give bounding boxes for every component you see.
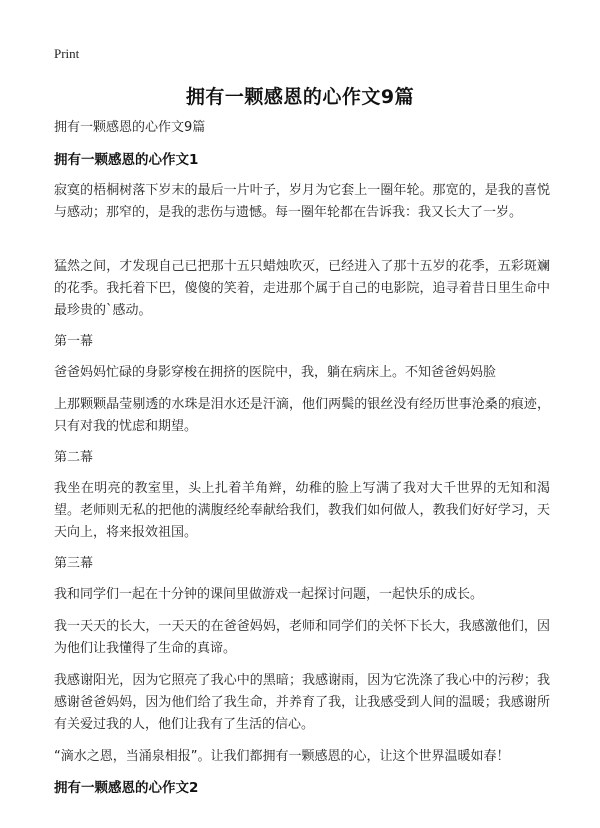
paragraph: 我和同学们一起在十分钟的课间里做游戏一起探讨问题，一起快乐的成长。 [54, 587, 484, 602]
paragraph: 我一天天的长大，一天天的在爸爸妈妈，老师和同学们的关怀下长大，我感激他们，因为他们让我懂得了生命的真谛。 [54, 619, 550, 656]
paragraph: 我坐在明亮的教室里，头上扎着羊角辫，幼稚的脸上写满了我对大千世界的无知和渴望。老师则无私的把他的满腹经纶奉献给我们，教我们如何做人，教我们好好学习，天天向上，将来报效祖国。 [54, 481, 550, 540]
section-label-3: 第三幕 [54, 556, 94, 571]
essay-heading-2: 拥有一颗感恩的心作文2 [54, 780, 199, 796]
document-subtitle: 拥有一颗感恩的心作文9篇 [54, 120, 206, 135]
paragraph: 上那颗颗晶莹剔透的水珠是泪水还是汗滴，他们两鬓的银丝没有经历世事沧桑的痕迹，只有对我的忧虑和期望。 [54, 397, 550, 434]
paragraph: 猛然之间，才发现自己已把那十五只蜡烛吹灭，已经进入了那十五岁的花季，五彩斑斓的花季。我托着下巴，傻傻的笑着，走进那个属于自己的电影院，追寻着昔日里生命中最珍贵的`感动。 [54, 259, 550, 318]
document-body [54, 118, 550, 808]
paragraph: 我感谢阳光，因为它照亮了我心中的黑暗；我感谢雨，因为它洗涤了我心中的污秽；我感谢爸爸妈妈，因为他们给了我生命，并养育了我，让我感受到人间的温暖；我感谢所有关爱过我的人，他们让我有了生活的信心。 [54, 673, 550, 732]
section-label-1: 第一幕 [54, 334, 94, 349]
paragraph: 爸爸妈妈忙碌的身影穿梭在拥挤的医院中，我，躺在病床上。不知爸爸妈妈脸 [54, 365, 497, 380]
paragraph: “滴水之恩，当涌泉相报”。让我们都拥有一颗感恩的心，让这个世界温暖如春！ [54, 749, 510, 764]
essay-heading-1: 拥有一颗感恩的心作文1 [54, 152, 199, 168]
section-label-2: 第二幕 [54, 450, 94, 465]
document-title: 拥有一颗感恩的心作文9篇 [185, 86, 415, 108]
print-label: Print [54, 46, 80, 61]
paragraph: 寂寞的梧桐树落下岁末的最后一片叶子，岁月为它套上一圈年轮。那宽的，是我的喜悦与感动；那窄的，是我的悲伤与遗憾。每一圈年轮都在告诉我：我又长大了一岁。 [54, 183, 550, 220]
